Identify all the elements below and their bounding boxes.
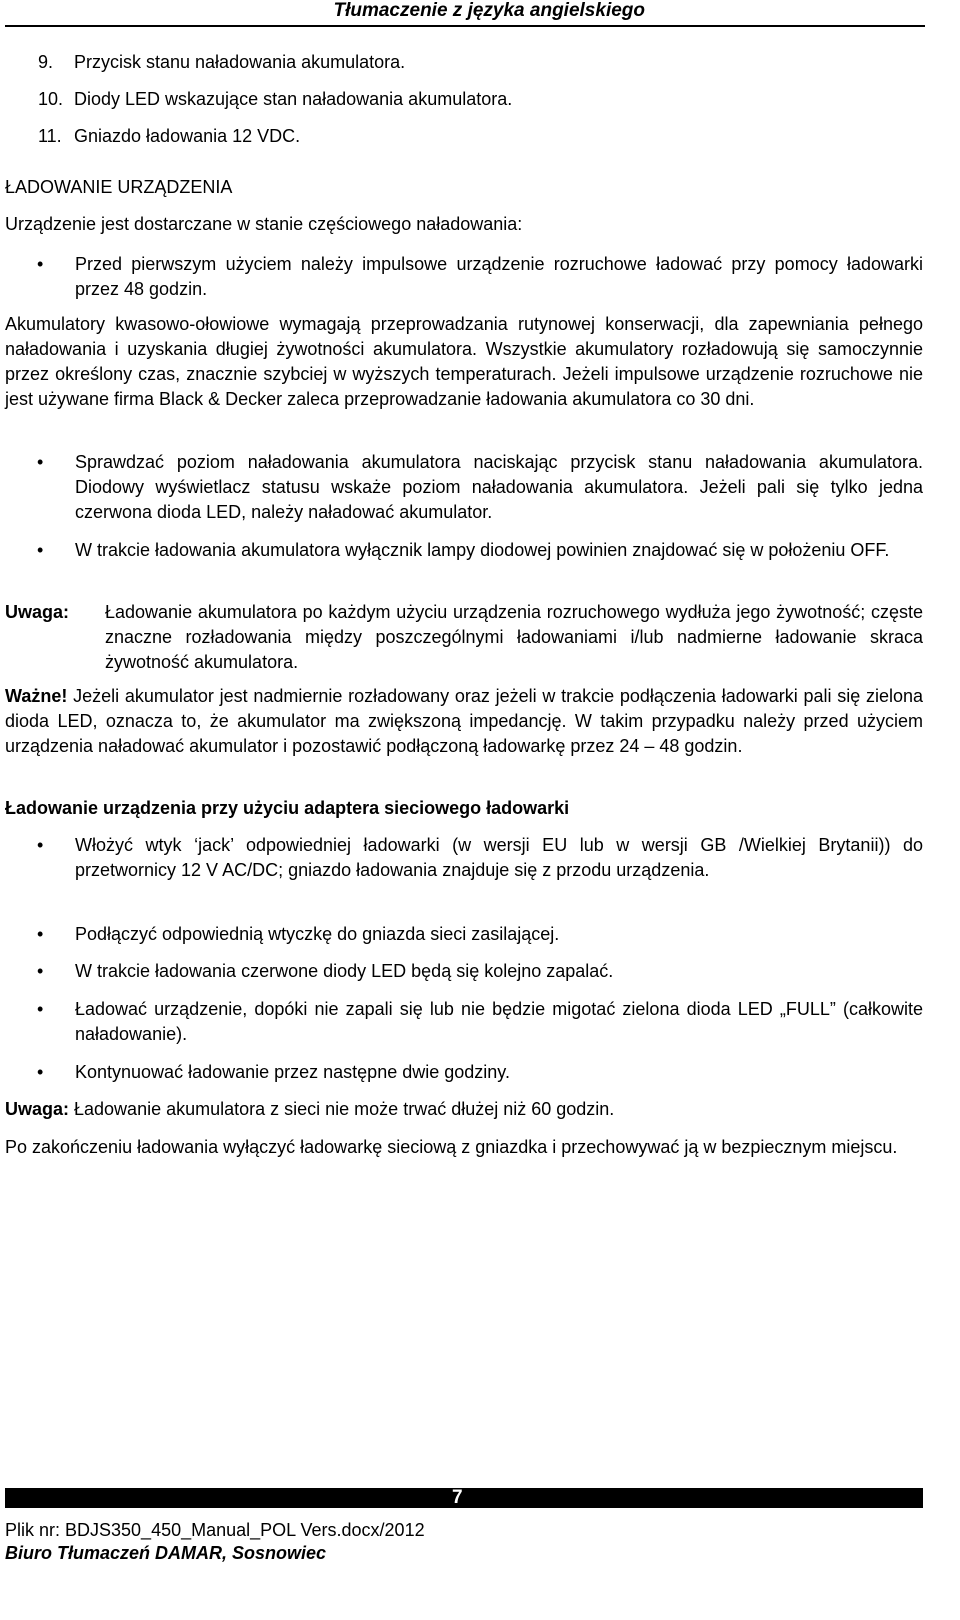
bullet-text: W trakcie ładowania czerwone diody LED będą się kolejno zapalać. xyxy=(75,961,614,981)
item-text: Przycisk stanu naładowania akumulatora. xyxy=(74,52,406,72)
bullet-icon: • xyxy=(37,961,44,981)
numbered-item-9 xyxy=(38,50,405,74)
bullet-text: Włożyć wtyk ‘jack’ odpowiedniej ładowarki (w wersji EU lub w wersji GB /Wielkiej Brytanii)) do przetwornicy 12 V AC/DC; gniazdo ładowania znajduje się z przodu urządzenia. xyxy=(75,835,923,880)
bullet-icon: • xyxy=(37,999,44,1019)
important-paragraph xyxy=(5,684,923,759)
item-number: 11. xyxy=(38,126,62,146)
bullet-item xyxy=(5,538,923,563)
numbered-item-11 xyxy=(38,124,300,148)
bullet-item xyxy=(5,922,923,947)
note-text: Ładowanie akumulatora z sieci nie może trwać dłużej niż 60 godzin. xyxy=(69,1099,615,1119)
bullet-item xyxy=(5,252,923,302)
section-heading-charging: ŁADOWANIE URZĄDZENIA xyxy=(5,177,233,197)
bullet-icon: • xyxy=(37,835,44,855)
note-label: Uwaga: xyxy=(5,1099,70,1119)
bullet-item xyxy=(5,959,923,984)
intro-paragraph: Urządzenie jest dostarczane w stanie częściowego naładowania: xyxy=(5,214,523,234)
header-rule xyxy=(5,25,925,27)
note-paragraph xyxy=(5,1097,923,1122)
page-number: 7 xyxy=(452,1487,463,1508)
bullet-item xyxy=(5,450,923,525)
bullet-item xyxy=(5,1060,923,1085)
numbered-item-10 xyxy=(38,87,512,111)
note-block xyxy=(5,600,923,675)
item-text: Gniazdo ładowania 12 VDC. xyxy=(74,126,301,146)
footer-bureau: Biuro Tłumaczeń DAMAR, Sosnowiec xyxy=(5,1543,327,1563)
bullet-text: Podłączyć odpowiednią wtyczkę do gniazda sieci zasilającej. xyxy=(75,924,560,944)
bullet-icon: • xyxy=(37,540,44,560)
section-heading-adapter: Ładowanie urządzenia przy użyciu adaptera sieciowego ładowarki xyxy=(5,798,570,818)
bullet-icon: • xyxy=(37,924,44,944)
bullet-item xyxy=(5,997,923,1047)
footer-bar xyxy=(5,1488,923,1508)
item-number: 9. xyxy=(38,52,54,72)
bullet-text: Przed pierwszym użyciem należy impulsowe urządzenie rozruchowe ładować przy pomocy ładowarki przez 48 godzin. xyxy=(75,254,923,299)
important-label: Ważne! xyxy=(5,686,68,706)
bullet-item xyxy=(5,833,923,883)
item-text: Diody LED wskazujące stan naładowania akumulatora. xyxy=(74,89,513,109)
bullet-icon: • xyxy=(37,452,44,472)
footer-file-name: Plik nr: BDJS350_450_Manual_POL Vers.docx/2012 xyxy=(5,1520,425,1540)
header-title: Tłumaczenie z języka angielskiego xyxy=(333,0,645,21)
bullet-text: Kontynuować ładowanie przez następne dwie godziny. xyxy=(75,1062,510,1082)
closing-paragraph: Po zakończeniu ładowania wyłączyć ładowarkę sieciową z gniazdka i przechowywać ją w bezpiecznym miejscu. xyxy=(5,1137,898,1157)
bullet-icon: • xyxy=(37,254,44,274)
note-label: Uwaga: xyxy=(5,602,70,622)
note-text: Ładowanie akumulatora po każdym użyciu urządzenia rozruchowego wydłuża jego żywotność; częste znaczne rozładowania między poszczególnymi ładowaniami i/lub nadmierne ładowanie skraca żywotność akumulatora. xyxy=(105,602,923,672)
maintenance-paragraph: Akumulatory kwasowo-ołowiowe wymagają przeprowadzania rutynowej konserwacji, dla zapewniania pełnego naładowania i uzyskania długiej żywotności akumulatora. Wszystkie akumulatory rozładowują się samoczynnie przez określony czas, znacznie szybciej w wyższych temperaturach. Jeżeli impulsowe urządzenie rozruchowe nie jest używane firma Black & Decker zaleca przeprowadzanie ładowania akumulatora co 30 dni. xyxy=(5,314,923,409)
bullet-text: W trakcie ładowania akumulatora wyłącznik lampy diodowej powinien znajdować się w położeniu OFF. xyxy=(75,540,890,560)
important-text: Jeżeli akumulator jest nadmiernie rozładowany oraz jeżeli w trakcie podłączenia ładowarki pali się zielona dioda LED, oznacza to, że akumulator ma zwiększoną impedancję. W takim przypadku należy przed użyciem urządzenia naładować akumulator i pozostawić podłączoną ładowarkę przez 24 – 48 godzin. xyxy=(5,686,923,756)
bullet-text: Ładować urządzenie, dopóki nie zapali się lub nie będzie migotać zielona dioda LED „FULL” (całkowite naładowanie). xyxy=(75,999,923,1044)
item-number: 10. xyxy=(38,89,64,109)
bullet-text: Sprawdzać poziom naładowania akumulatora naciskając przycisk stanu naładowania akumulatora. Diodowy wyświetlacz statusu wskaże poziom naładowania akumulatora. Jeżeli pali się tylko jedna czerwona dioda LED, należy naładować akumulator. xyxy=(75,452,923,522)
bullet-icon: • xyxy=(37,1062,44,1082)
